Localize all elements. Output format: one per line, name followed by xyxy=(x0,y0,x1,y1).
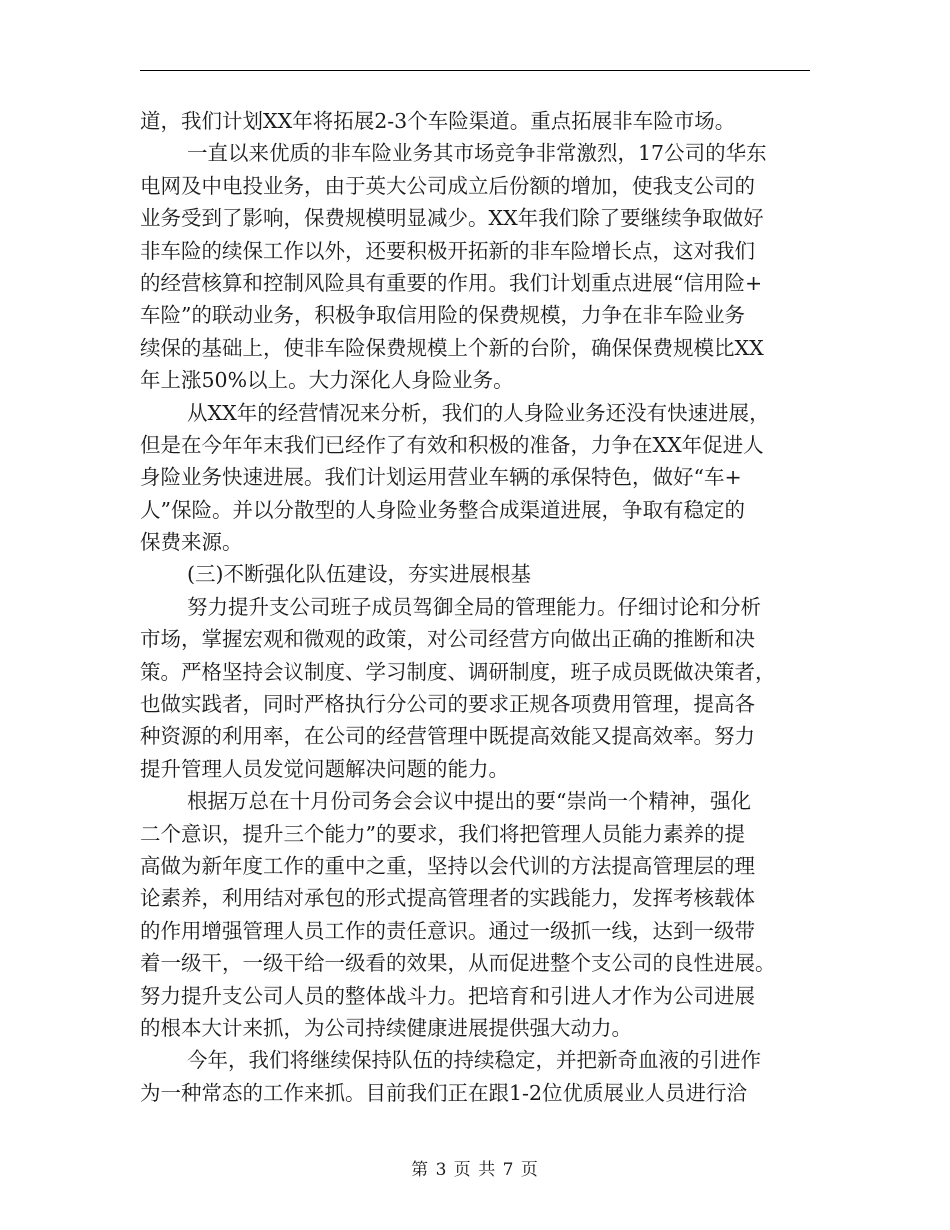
text-line: 车险”的联动业务，积极争取信用险的保费规模，力争在非车险业务 xyxy=(140,303,745,328)
text-line: 身险业务快速进展。我们计划运用营业车辆的承保特色，做好“车+ xyxy=(140,465,742,490)
text-line: 道，我们计划XX年将拓展2-3个车险渠道。重点拓展非车险市场。 xyxy=(140,109,736,133)
text-line: 提升管理人员发觉问题解决问题的能力。 xyxy=(140,756,509,781)
page-footer: 第 3 页 共 7 页 xyxy=(411,1160,539,1180)
text-line: 年上涨50%以上。大力深化人身险业务。 xyxy=(140,368,514,393)
text-line: 根据万总在十月份司务会会议中提出的要“崇尚一个精神，强化 xyxy=(187,789,751,814)
text-line: 也做实践者，同时严格执行分公司的要求正规各项费用管理，提高各 xyxy=(140,692,755,717)
text-line: 论素养，利用结对承包的形式提高管理者的实践能力，发挥考核载体 xyxy=(140,886,755,911)
text-line: 保费来源。 xyxy=(140,530,243,555)
text-line: 电网及中电投业务，由于英大公司成立后份额的增加，使我支公司的 xyxy=(140,173,755,198)
text-line: 策。严格坚持会议制度、学习制度、调研制度，班子成员既做决策者， xyxy=(140,659,776,684)
text-line: 为一种常态的工作来抓。目前我们正在跟1-2位优质展业人员进行洽 xyxy=(140,1080,748,1105)
text-line: 人”保险。并以分散型的人身险业务整合成渠道进展，争取有稳定的 xyxy=(140,497,745,522)
text-line: 市场，掌握宏观和微观的政策，对公司经营方向做出正确的推断和决 xyxy=(140,627,755,652)
text-line: 努力提升支公司班子成员驾御全局的管理能力。仔细讨论和分析 xyxy=(187,594,761,619)
text-line: 种资源的利用率，在公司的经营管理中既提高效能又提高效率。努力 xyxy=(140,724,755,749)
text-line: 的根本大计来抓，为公司持续健康进展提供强大动力。 xyxy=(140,1015,632,1040)
text-line: (三)不断强化队伍建设，夯实进展根基 xyxy=(187,562,531,587)
text-line: 努力提升支公司人员的整体战斗力。把培育和引进人才作为公司进展 xyxy=(140,983,755,1008)
header-rule xyxy=(140,70,810,71)
text-line: 高做为新年度工作的重中之重，坚持以会代训的方法提高管理层的理 xyxy=(140,853,755,878)
text-line: 的经营核算和控制风险具有重要的作用。我们计划重点进展“信用险+ xyxy=(140,270,763,295)
text-line: 但是在今年年末我们已经作了有效和积极的准备，力争在XX年促进人 xyxy=(140,432,764,457)
text-line: 续保的基础上，使非车险保费规模上个新的台阶，确保保费规模比XX xyxy=(140,335,764,360)
text-line: 业务受到了影响，保费规模明显减少。XX年我们除了要继续争取做好 xyxy=(140,206,764,231)
document-body xyxy=(140,105,810,1109)
text-line: 从XX年的经营情况来分析，我们的人身险业务还没有快速进展， xyxy=(187,400,770,425)
text-line: 非车险的续保工作以外，还要积极开拓新的非车险增长点，这对我们 xyxy=(140,238,755,263)
text-line: 二个意识，提升三个能力”的要求，我们将把管理人员能力素养的提 xyxy=(140,821,745,846)
text-line: 一直以来优质的非车险业务其市场竞争非常激烈，17公司的华东 xyxy=(187,141,767,166)
text-line: 的作用增强管理人员工作的责任意识。通过一级抓一线，达到一级带 xyxy=(140,918,755,943)
text-line: 今年，我们将继续保持队伍的持续稳定，并把新奇血液的引进作 xyxy=(187,1048,761,1073)
text-line: 着一级干，一级干给一级看的效果，从而促进整个支公司的良性进展。 xyxy=(140,951,776,976)
